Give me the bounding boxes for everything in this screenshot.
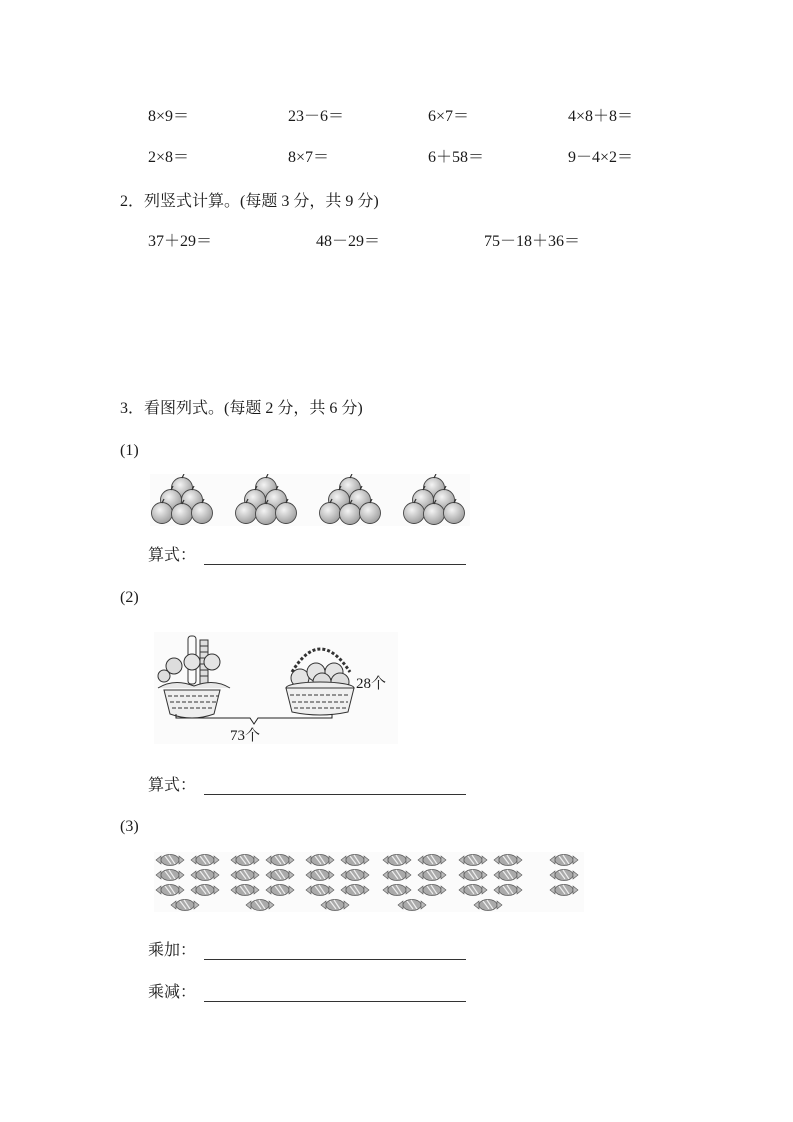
question-3-label: (3) <box>120 818 139 835</box>
problem: 4×8＋8＝ <box>568 108 634 125</box>
apple-group-icon <box>320 474 381 525</box>
answer-label: 算式： <box>148 547 197 564</box>
problem: 23－6＝ <box>288 108 345 125</box>
vertical-calc-problem: 48－29＝ <box>316 233 381 250</box>
candy-group-icon <box>383 855 446 911</box>
problem: 6×7＝ <box>428 108 470 125</box>
answer-label-mult-add: 乘加： <box>148 942 197 959</box>
left-basket-icon <box>158 636 230 718</box>
candies-picture <box>154 852 584 912</box>
candy-group-icon <box>231 855 294 911</box>
section-2-heading: 2．列竖式计算。(每题 3 分，共 9 分) <box>120 193 379 210</box>
candy-group-small-icon <box>550 855 578 896</box>
answer-blank-2[interactable] <box>204 794 466 795</box>
problem: 8×7＝ <box>288 149 330 166</box>
apples-picture <box>150 474 470 526</box>
vertical-calc-problem: 75－18＋36＝ <box>484 233 581 250</box>
answer-label-mult-sub: 乘减： <box>148 984 197 1001</box>
answer-label: 算式： <box>148 777 197 794</box>
candy-group-icon <box>156 855 219 911</box>
answer-blank-3a[interactable] <box>204 959 466 960</box>
answer-blank-1[interactable] <box>204 564 466 565</box>
apple-group-icon <box>152 474 213 525</box>
problem: 8×9＝ <box>148 108 190 125</box>
section-3-heading: 3．看图列式。(每题 2 分，共 6 分) <box>120 400 363 417</box>
apple-group-icon <box>404 474 465 525</box>
problem: 6＋58＝ <box>428 149 485 166</box>
question-1-label: (1) <box>120 442 139 459</box>
answer-blank-3b[interactable] <box>204 1001 466 1002</box>
right-basket-count: 28个 <box>356 676 387 692</box>
problem: 9－4×2＝ <box>568 149 634 166</box>
vertical-calc-problem: 37＋29＝ <box>148 233 213 250</box>
problem: 2×8＝ <box>148 149 190 166</box>
right-basket-icon <box>286 649 354 715</box>
candy-group-icon <box>306 855 369 911</box>
total-count: 73个 <box>230 728 261 744</box>
candy-group-icon <box>459 855 522 911</box>
question-2-label: (2) <box>120 589 139 606</box>
apple-group-icon <box>236 474 297 525</box>
